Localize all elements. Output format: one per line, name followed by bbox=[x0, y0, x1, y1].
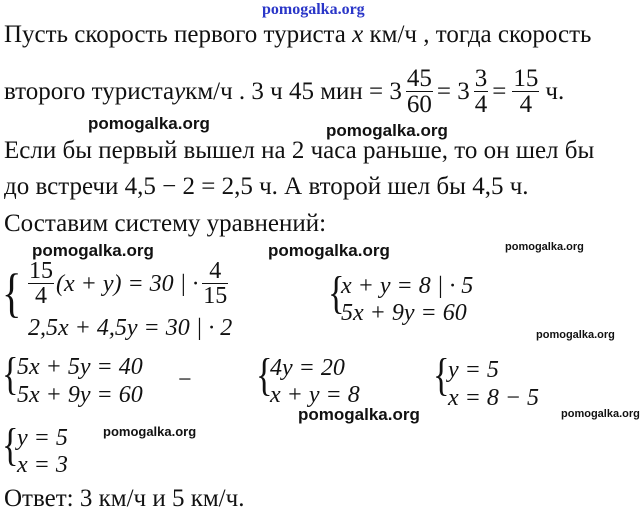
minus-operator: − bbox=[178, 367, 192, 393]
watermark: pomogalka.org bbox=[298, 405, 420, 424]
unit-hours: ч. bbox=[545, 77, 565, 105]
fraction-numerator: 15 bbox=[29, 258, 53, 284]
para1-l2a: второго туриста bbox=[4, 77, 175, 105]
fraction-numerator: 4 bbox=[209, 258, 222, 284]
system6-row2: x = 3 bbox=[17, 452, 68, 478]
fraction-denominator: 15 bbox=[203, 283, 228, 309]
system-brace: { bbox=[2, 419, 19, 470]
watermark-small: pomogalka.org bbox=[561, 408, 640, 420]
system3-row1: 5x + 5y = 40 bbox=[17, 354, 143, 380]
system4-row2: x + y = 8 bbox=[270, 382, 360, 408]
equals-three: = 3 bbox=[436, 77, 470, 105]
para2-line2: до встречи 4,5 − 2 = 2,5 ч. А второй шел бы 4,5 ч. bbox=[4, 173, 529, 200]
system3-row2: 5x + 9y = 60 bbox=[17, 382, 143, 408]
fraction-15-4 bbox=[512, 66, 539, 117]
fraction-4-15 bbox=[202, 259, 228, 308]
fraction-numerator: 45 bbox=[406, 65, 432, 92]
watermark-top: pomogalka.org bbox=[262, 1, 365, 18]
var-x: x bbox=[352, 21, 364, 48]
system-brace: { bbox=[2, 263, 22, 323]
fraction-denominator: 4 bbox=[512, 91, 539, 117]
fraction-denominator: 4 bbox=[28, 283, 54, 308]
fraction-numerator: 3 bbox=[474, 65, 488, 92]
system2-row2: 5x + 9y = 60 bbox=[341, 300, 467, 326]
system5-row2: x = 8 − 5 bbox=[448, 385, 540, 411]
para2-line1: Если бы первый вышел на 2 часа раньше, то он шел бы bbox=[4, 137, 595, 164]
watermark: pomogalka.org bbox=[32, 241, 154, 260]
watermark: pomogalka.org bbox=[326, 121, 448, 140]
watermark-small: pomogalka.org bbox=[505, 241, 584, 253]
system6-row1: y = 5 bbox=[17, 425, 68, 451]
system1-row1-text: (x + y) = 30 | · bbox=[56, 270, 199, 297]
para1-line2 bbox=[4, 66, 564, 117]
para3-line1: Составим систему уравнений: bbox=[4, 210, 327, 237]
system4-row1: 4y = 20 bbox=[270, 355, 345, 381]
system-brace: { bbox=[328, 267, 345, 318]
para1-l1b: км/ч , тогда скорость bbox=[363, 21, 592, 48]
watermark: pomogalka.org bbox=[103, 424, 197, 439]
para1-l2b: км/ч . 3 ч 45 мин = 3 bbox=[185, 77, 402, 105]
para1-l1a: Пусть скорость первого туриста bbox=[4, 21, 353, 48]
fraction-denominator: 4 bbox=[474, 91, 488, 118]
system-brace: { bbox=[256, 349, 273, 400]
fraction-numerator: 15 bbox=[513, 65, 539, 92]
system2-row1: x + y = 8 | · 5 bbox=[341, 273, 474, 299]
var-y: y bbox=[174, 77, 186, 105]
system-brace: { bbox=[433, 349, 450, 400]
system5-row1: y = 5 bbox=[448, 357, 499, 383]
equals-sign: = bbox=[492, 77, 507, 105]
watermark: pomogalka.org bbox=[88, 114, 210, 133]
system1-row2: 2,5x + 4,5y = 30 | · 2 bbox=[28, 315, 233, 341]
answer-line: Ответ: 3 км/ч и 5 км/ч. bbox=[4, 485, 245, 512]
system-brace: { bbox=[2, 348, 19, 399]
fraction-3-4 bbox=[474, 66, 489, 117]
para1-line1 bbox=[4, 20, 591, 50]
watermark: pomogalka.org bbox=[268, 241, 390, 260]
fraction-15-4 bbox=[28, 259, 54, 308]
fraction-45-60 bbox=[406, 66, 433, 117]
fraction-denominator: 60 bbox=[406, 91, 432, 118]
watermark-small: pomogalka.org bbox=[536, 329, 615, 341]
system1-row1 bbox=[28, 259, 228, 308]
